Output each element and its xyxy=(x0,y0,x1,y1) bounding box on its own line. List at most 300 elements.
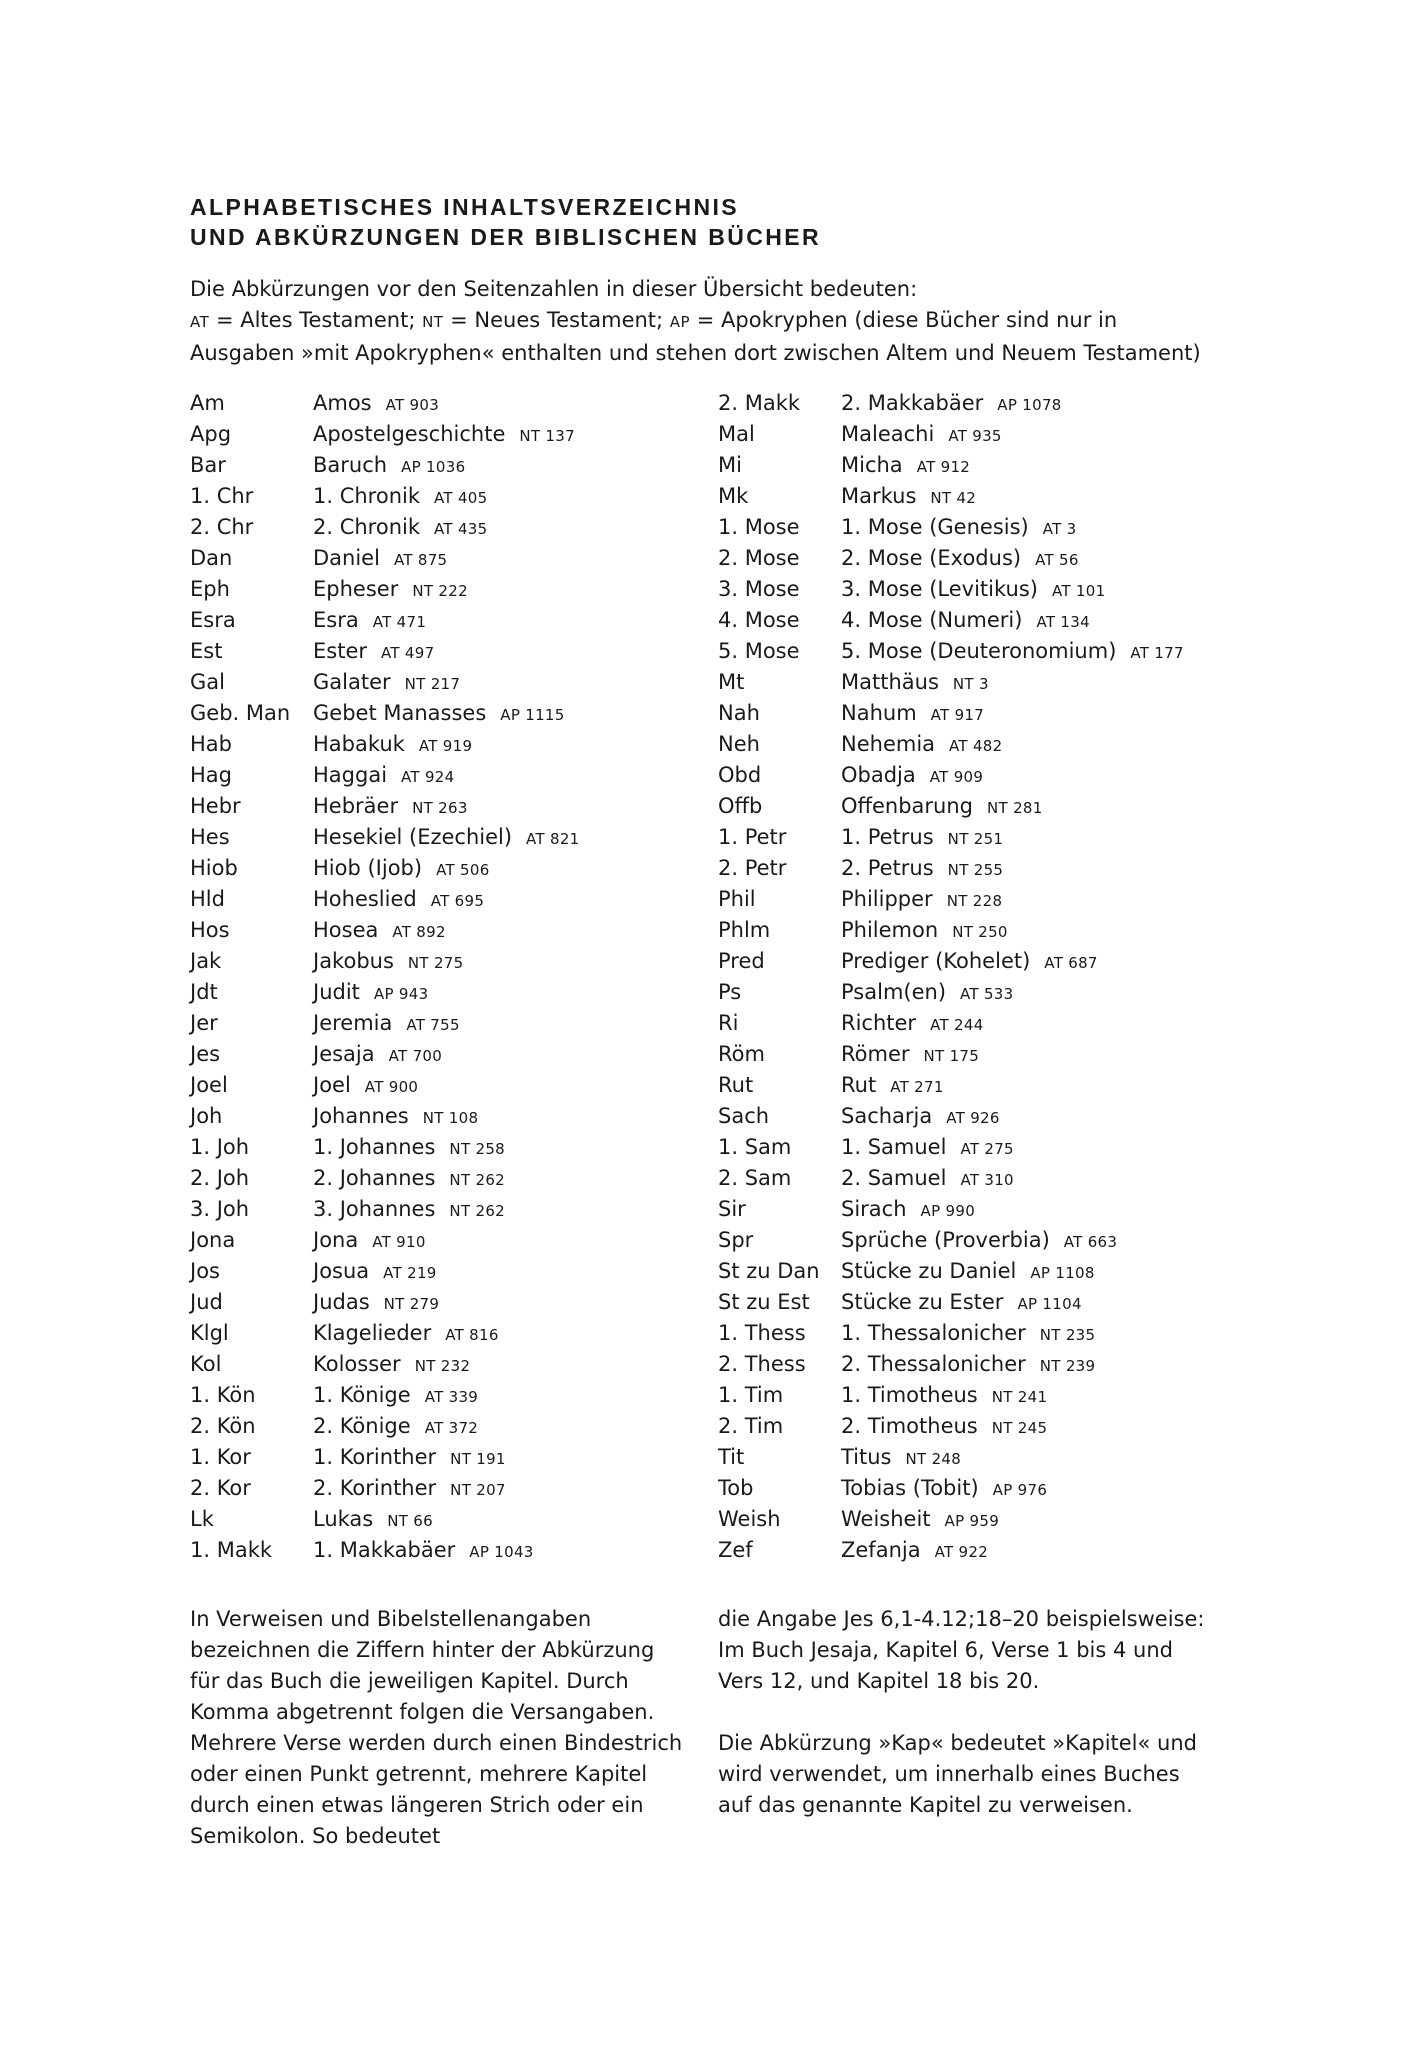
book-entry xyxy=(718,450,1238,481)
book-entry xyxy=(190,1101,710,1132)
book-abbreviation: Ps xyxy=(718,980,742,1004)
page-reference: AT 910 xyxy=(372,1233,426,1251)
page-reference: NT 262 xyxy=(449,1202,506,1220)
book-entry xyxy=(718,636,1238,667)
book-title-cell xyxy=(841,884,1002,917)
page-reference: AT 892 xyxy=(392,923,446,941)
book-entry xyxy=(718,667,1238,698)
page-reference: AT 101 xyxy=(1051,582,1106,600)
page-reference: AP 1108 xyxy=(1030,1264,1095,1282)
book-title-cell xyxy=(841,1473,1047,1506)
book-entry xyxy=(190,729,710,760)
book-entry xyxy=(190,1411,710,1442)
book-abbreviation: Spr xyxy=(718,1228,754,1252)
book-name: Nehemia xyxy=(841,732,936,756)
book-abbreviation: Rut xyxy=(718,1073,754,1097)
book-title-cell xyxy=(841,853,1003,886)
book-entry xyxy=(190,1008,710,1039)
book-entry xyxy=(718,512,1238,543)
book-title-cell xyxy=(841,450,970,483)
book-entry xyxy=(190,419,710,450)
book-abbreviation: St zu Est xyxy=(718,1290,810,1314)
book-name: 1. Timotheus xyxy=(841,1383,978,1407)
book-abbreviation: 2. Mose xyxy=(718,546,800,570)
book-name: Jesaja xyxy=(313,1042,375,1066)
book-title-cell xyxy=(313,1442,506,1475)
book-abbreviation: Mt xyxy=(718,670,745,694)
book-title-cell xyxy=(313,543,447,576)
book-abbreviation: 2. Joh xyxy=(190,1166,250,1190)
book-title-cell xyxy=(313,791,468,824)
book-abbreviation: Geb. Man xyxy=(190,701,291,725)
page-reference: AT 875 xyxy=(393,551,448,569)
book-name: Lukas xyxy=(313,1507,374,1531)
page-reference: AT 177 xyxy=(1130,644,1184,662)
book-abbreviation: 4. Mose xyxy=(718,608,800,632)
book-abbreviation: 1. Kor xyxy=(190,1445,251,1469)
book-entry xyxy=(190,1287,710,1318)
book-entry xyxy=(190,1535,710,1566)
book-title-cell xyxy=(313,884,484,917)
book-entry xyxy=(190,1473,710,1504)
page-reference: AT 533 xyxy=(960,985,1014,1003)
book-abbreviation: Hos xyxy=(190,918,230,942)
page-reference: NT 281 xyxy=(987,799,1043,817)
page-reference: AT 700 xyxy=(388,1047,443,1065)
page-reference: AT 372 xyxy=(424,1419,479,1437)
book-abbreviation: 2. Kön xyxy=(190,1414,256,1438)
book-entry xyxy=(190,884,710,915)
book-title-cell xyxy=(313,605,426,638)
book-entry xyxy=(718,853,1238,884)
page-reference: AT 935 xyxy=(948,427,1002,445)
book-abbreviation: 1. Mose xyxy=(718,515,800,539)
book-abbreviation: Phil xyxy=(718,887,756,911)
book-abbreviation: 1. Tim xyxy=(718,1383,784,1407)
book-abbreviation: Röm xyxy=(718,1042,765,1066)
book-abbreviation: 5. Mose xyxy=(718,639,800,663)
book-title-cell xyxy=(313,1287,439,1320)
book-entry xyxy=(718,915,1238,946)
book-entry xyxy=(718,1070,1238,1101)
notes-paragraph: Die Abkürzung »Kap« bedeutet »Kapitel« und wird verwendet, um innerhalb eines Buches auf das genannte Kapitel zu verweisen. xyxy=(718,1731,1197,1817)
book-entry xyxy=(718,1349,1238,1380)
page-reference: NT 248 xyxy=(905,1450,962,1468)
book-abbreviation: 1. Thess xyxy=(718,1321,806,1345)
page-reference: AP 1078 xyxy=(997,396,1062,414)
legend-nt-abbr: NT xyxy=(422,313,444,331)
book-name: Daniel xyxy=(313,546,380,570)
book-entry xyxy=(718,1380,1238,1411)
page-reference: NT 262 xyxy=(449,1171,506,1189)
book-abbreviation: Jos xyxy=(190,1259,220,1283)
page-reference: AT 310 xyxy=(960,1171,1014,1189)
book-abbreviation: Joh xyxy=(190,1104,223,1128)
book-title-cell xyxy=(313,1318,499,1351)
book-entry xyxy=(190,450,710,481)
book-index-left-column xyxy=(190,388,710,1566)
page-reference: AT 663 xyxy=(1063,1233,1118,1251)
book-abbreviation: Pred xyxy=(718,949,765,973)
book-title-cell xyxy=(841,636,1184,669)
book-title-cell xyxy=(313,667,460,700)
title-line-2: UND ABKÜRZUNGEN DER BIBLISCHEN BÜCHER xyxy=(190,224,822,250)
book-abbreviation: Esra xyxy=(190,608,236,632)
book-title-cell xyxy=(841,1194,975,1227)
book-abbreviation: Ri xyxy=(718,1011,739,1035)
book-entry xyxy=(718,822,1238,853)
book-name: 3. Mose (Levitikus) xyxy=(841,577,1038,601)
page-reference: AT 339 xyxy=(424,1388,479,1406)
book-name: Philemon xyxy=(841,918,939,942)
book-entry xyxy=(718,1287,1238,1318)
book-name: Hoheslied xyxy=(313,887,417,911)
book-name: 2. Johannes xyxy=(313,1166,436,1190)
book-abbreviation: Sir xyxy=(718,1197,746,1221)
page-reference: AT 506 xyxy=(436,861,490,879)
page-reference: AT 497 xyxy=(381,644,435,662)
book-title-cell xyxy=(313,760,455,793)
book-name: Jakobus xyxy=(313,949,394,973)
page-reference: AT 922 xyxy=(934,1543,989,1561)
page-reference: NT 3 xyxy=(952,675,989,693)
book-name: 2. Thessalonicher xyxy=(841,1352,1026,1376)
book-name: 1. Mose (Genesis) xyxy=(841,515,1029,539)
book-title-cell xyxy=(841,574,1105,607)
book-entry xyxy=(190,1225,710,1256)
book-entry xyxy=(190,1349,710,1380)
legend-at-abbr: AT xyxy=(190,313,210,331)
book-title-cell xyxy=(841,698,984,731)
book-entry xyxy=(190,760,710,791)
page-reference: AT 900 xyxy=(364,1078,419,1096)
book-title-cell xyxy=(841,605,1090,638)
book-abbreviation: Jes xyxy=(190,1042,221,1066)
book-abbreviation: 2. Chr xyxy=(190,515,254,539)
book-name: Hebräer xyxy=(313,794,399,818)
book-name: Judit xyxy=(313,980,360,1004)
page-reference: NT 279 xyxy=(383,1295,440,1313)
book-name: 2. Könige xyxy=(313,1414,411,1438)
book-name: Hosea xyxy=(313,918,379,942)
book-entry xyxy=(190,1039,710,1070)
book-name: 2. Chronik xyxy=(313,515,421,539)
book-name: 1. Makkabäer xyxy=(313,1538,456,1562)
book-entry xyxy=(190,667,710,698)
book-abbreviation: 2. Tim xyxy=(718,1414,784,1438)
page-title xyxy=(190,192,1214,252)
book-name: 1. Korinther xyxy=(313,1445,437,1469)
book-abbreviation: 3. Joh xyxy=(190,1197,250,1221)
book-entry xyxy=(190,698,710,729)
book-name: Jeremia xyxy=(313,1011,393,1035)
book-abbreviation: Offb xyxy=(718,794,763,818)
book-entry xyxy=(190,388,710,419)
book-title-cell xyxy=(841,512,1077,545)
page-reference: AP 1043 xyxy=(469,1543,534,1561)
book-name: Matthäus xyxy=(841,670,939,694)
book-title-cell xyxy=(313,853,490,886)
book-abbreviation: 3. Mose xyxy=(718,577,800,601)
book-entry xyxy=(718,1225,1238,1256)
book-entry xyxy=(190,1132,710,1163)
book-title-cell xyxy=(841,760,983,793)
book-name: Maleachi xyxy=(841,422,935,446)
book-title-cell xyxy=(841,1225,1117,1258)
book-title-cell xyxy=(313,729,472,762)
page-reference: NT 222 xyxy=(412,582,468,600)
book-abbreviation: 2. Kor xyxy=(190,1476,251,1500)
book-name: 2. Makkabäer xyxy=(841,391,984,415)
book-abbreviation: Hiob xyxy=(190,856,238,880)
book-abbreviation: Jak xyxy=(190,949,222,973)
book-title-cell xyxy=(313,822,580,855)
legend-ap-text: = Apokryphen (diese Bücher sind nur in xyxy=(690,308,1118,332)
book-entry xyxy=(718,574,1238,605)
book-name: Offenbarung xyxy=(841,794,974,818)
book-entry xyxy=(718,481,1238,512)
book-entry xyxy=(190,1380,710,1411)
book-entry xyxy=(718,419,1238,450)
book-entry xyxy=(190,481,710,512)
book-abbreviation: Jona xyxy=(190,1228,236,1252)
page-reference: NT 42 xyxy=(930,489,977,507)
book-title-cell xyxy=(313,512,487,545)
book-abbreviation: Joel xyxy=(190,1073,228,1097)
book-name: 2. Samuel xyxy=(841,1166,947,1190)
book-name: Esra xyxy=(313,608,359,632)
book-abbreviation: Zef xyxy=(718,1538,753,1562)
book-entry xyxy=(718,884,1238,915)
book-abbreviation: Jer xyxy=(190,1011,218,1035)
book-name: Richter xyxy=(841,1011,917,1035)
book-abbreviation: Bar xyxy=(190,453,226,477)
book-abbreviation: Hebr xyxy=(190,794,241,818)
book-title-cell xyxy=(313,1132,505,1165)
book-entry xyxy=(718,946,1238,977)
book-name: Psalm(en) xyxy=(841,980,947,1004)
notes-right-column xyxy=(718,1604,1218,1821)
book-abbreviation: Neh xyxy=(718,732,760,756)
page-reference: NT 275 xyxy=(407,954,464,972)
book-entry xyxy=(718,1535,1238,1566)
book-abbreviation: Weish xyxy=(718,1507,781,1531)
book-title-cell xyxy=(313,1411,478,1444)
book-name: Jona xyxy=(313,1228,359,1252)
book-title-cell xyxy=(841,667,989,700)
book-abbreviation: 1. Petr xyxy=(718,825,787,849)
notes-paragraph: In Verweisen und Bibelstellenangaben bezeichnen die Ziffern hinter der Abkürzung für das Buch die jeweiligen Kapitel. Durch Komma abgetrennt folgen die Versangaben. Mehrere Verse werden durch einen Bindestrich oder einen Punkt getrennt, mehrere Kapitel durch einen etwas längeren Strich oder ein Semikolon. So bedeutet xyxy=(190,1607,683,1848)
book-title-cell xyxy=(841,1163,1014,1196)
book-entry xyxy=(190,1163,710,1194)
book-entry xyxy=(718,1101,1238,1132)
book-title-cell xyxy=(841,543,1079,576)
page-reference: NT 263 xyxy=(412,799,468,817)
book-abbreviation: Mal xyxy=(718,422,755,446)
book-abbreviation: 1. Kön xyxy=(190,1383,256,1407)
book-entry xyxy=(190,1070,710,1101)
book-name: 2. Mose (Exodus) xyxy=(841,546,1022,570)
book-entry xyxy=(718,729,1238,760)
book-name: 3. Johannes xyxy=(313,1197,436,1221)
book-entry xyxy=(718,1132,1238,1163)
page-reference: AP 990 xyxy=(920,1202,976,1220)
book-title-cell xyxy=(313,481,487,514)
page-reference: NT 217 xyxy=(404,675,461,693)
page-reference: NT 245 xyxy=(991,1419,1048,1437)
book-entry xyxy=(718,1442,1238,1473)
book-entry xyxy=(190,853,710,884)
book-name: Gebet Manasses xyxy=(313,701,487,725)
page-reference: AT 919 xyxy=(418,737,473,755)
book-abbreviation: Tob xyxy=(718,1476,754,1500)
legend-ap-abbr: AP xyxy=(669,313,691,331)
book-entry xyxy=(190,946,710,977)
page-reference: AT 134 xyxy=(1036,613,1090,631)
book-abbreviation: Mk xyxy=(718,484,749,508)
book-abbreviation: 1. Makk xyxy=(190,1538,273,1562)
book-abbreviation: 1. Joh xyxy=(190,1135,250,1159)
book-title-cell xyxy=(841,1070,944,1103)
page-reference: NT 108 xyxy=(422,1109,479,1127)
book-entry xyxy=(190,574,710,605)
book-title-cell xyxy=(841,1535,988,1568)
book-entry xyxy=(718,1163,1238,1194)
book-name: 2. Petrus xyxy=(841,856,934,880)
page-reference: AT 244 xyxy=(930,1016,984,1034)
intro xyxy=(190,274,1214,369)
book-title-cell xyxy=(313,1039,442,1072)
book-name: 1. Samuel xyxy=(841,1135,947,1159)
book-title-cell xyxy=(313,698,565,731)
book-abbreviation: Hld xyxy=(190,887,225,911)
book-title-cell xyxy=(841,946,1098,979)
book-title-cell xyxy=(841,388,1062,421)
book-entry xyxy=(190,1194,710,1225)
book-entry xyxy=(718,1504,1238,1535)
page-reference: AT 471 xyxy=(372,613,427,631)
legend-at-text: = Altes Testament; xyxy=(209,308,423,332)
book-name: Klagelieder xyxy=(313,1321,432,1345)
book-title-cell xyxy=(313,1008,460,1041)
book-name: Haggai xyxy=(313,763,388,787)
book-entry xyxy=(190,977,710,1008)
page-reference: AT 912 xyxy=(916,458,971,476)
book-abbreviation: Jdt xyxy=(190,980,218,1004)
book-abbreviation: Hes xyxy=(190,825,230,849)
book-name: Judas xyxy=(313,1290,370,1314)
book-entry xyxy=(718,1039,1238,1070)
book-title-cell xyxy=(841,1101,1000,1134)
book-name: Habakuk xyxy=(313,732,405,756)
page-reference: NT 66 xyxy=(387,1512,433,1530)
book-title-cell xyxy=(841,481,976,514)
page-reference: AT 924 xyxy=(401,768,455,786)
book-abbreviation: St zu Dan xyxy=(718,1259,820,1283)
book-title-cell xyxy=(313,1225,426,1258)
book-title-cell xyxy=(841,791,1043,824)
book-name: 1. Thessalonicher xyxy=(841,1321,1026,1345)
book-title-cell xyxy=(841,1349,1095,1382)
book-title-cell xyxy=(313,1504,433,1537)
book-title-cell xyxy=(313,574,468,607)
book-entry xyxy=(190,512,710,543)
intro-line-1: Die Abkürzungen vor den Seitenzahlen in dieser Übersicht bedeuten: xyxy=(190,277,918,301)
page-reference: AT 435 xyxy=(434,520,488,538)
book-name: 4. Mose (Numeri) xyxy=(841,608,1023,632)
book-name: Rut xyxy=(841,1073,877,1097)
book-abbreviation: Sach xyxy=(718,1104,770,1128)
legend-nt-text: = Neues Testament; xyxy=(443,308,670,332)
book-title-cell xyxy=(841,1442,961,1475)
book-title-cell xyxy=(841,419,1002,452)
book-title-cell xyxy=(313,1101,478,1134)
page-reference: AT 275 xyxy=(960,1140,1014,1158)
book-name: Joel xyxy=(313,1073,351,1097)
book-name: Micha xyxy=(841,453,903,477)
book-title-cell xyxy=(313,636,434,669)
book-abbreviation: Apg xyxy=(190,422,232,446)
book-name: 1. Chronik xyxy=(313,484,421,508)
book-name: Baruch xyxy=(313,453,388,477)
book-name: Tobias (Tobit) xyxy=(841,1476,979,1500)
page-reference: NT 235 xyxy=(1039,1326,1096,1344)
page-reference: AT 3 xyxy=(1042,520,1077,538)
page-reference: AT 219 xyxy=(383,1264,437,1282)
page-reference: AP 1115 xyxy=(500,706,565,724)
book-abbreviation: Obd xyxy=(718,763,762,787)
book-title-cell xyxy=(313,1380,478,1413)
book-name: 2. Timotheus xyxy=(841,1414,978,1438)
book-name: Obadja xyxy=(841,763,916,787)
book-abbreviation: 1. Sam xyxy=(718,1135,792,1159)
book-name: 1. Johannes xyxy=(313,1135,436,1159)
book-title-cell xyxy=(313,388,439,421)
book-title-cell xyxy=(841,1039,979,1072)
page-reference: AT 917 xyxy=(930,706,985,724)
page-reference: AT 821 xyxy=(526,830,580,848)
book-title-cell xyxy=(313,1349,470,1382)
book-abbreviation: Nah xyxy=(718,701,760,725)
page-reference: AT 405 xyxy=(434,489,488,507)
book-entry xyxy=(190,1504,710,1535)
book-title-cell xyxy=(841,1287,1082,1320)
book-name: Nahum xyxy=(841,701,917,725)
book-title-cell xyxy=(841,1256,1095,1289)
notes-paragraph: die Angabe Jes 6,1-4.12;18–20 beispielsweise: Im Buch Jesaja, Kapitel 6, Verse 1 bis 4 und Vers 12, und Kapitel 18 bis 20. xyxy=(718,1607,1205,1693)
book-abbreviation: Klgl xyxy=(190,1321,229,1345)
page xyxy=(190,192,1214,1848)
book-name: 5. Mose (Deuteronomium) xyxy=(841,639,1117,663)
book-entry xyxy=(718,1194,1238,1225)
book-abbreviation: Jud xyxy=(190,1290,223,1314)
page-reference: NT 250 xyxy=(952,923,1008,941)
page-reference: AP 1036 xyxy=(401,458,466,476)
title-line-1: ALPHABETISCHES INHALTSVERZEICHNIS xyxy=(190,194,740,220)
book-entry xyxy=(718,605,1238,636)
page-reference: NT 241 xyxy=(991,1388,1048,1406)
book-entry xyxy=(718,698,1238,729)
page-reference: AP 943 xyxy=(373,985,429,1003)
book-index-right-column xyxy=(718,388,1238,1566)
book-name: Apostelgeschichte xyxy=(313,422,506,446)
book-entry xyxy=(718,1318,1238,1349)
book-entry xyxy=(718,791,1238,822)
book-title-cell xyxy=(841,1318,1095,1351)
book-name: Josua xyxy=(313,1259,370,1283)
page-reference: AT 271 xyxy=(890,1078,944,1096)
book-abbreviation: 2. Sam xyxy=(718,1166,792,1190)
